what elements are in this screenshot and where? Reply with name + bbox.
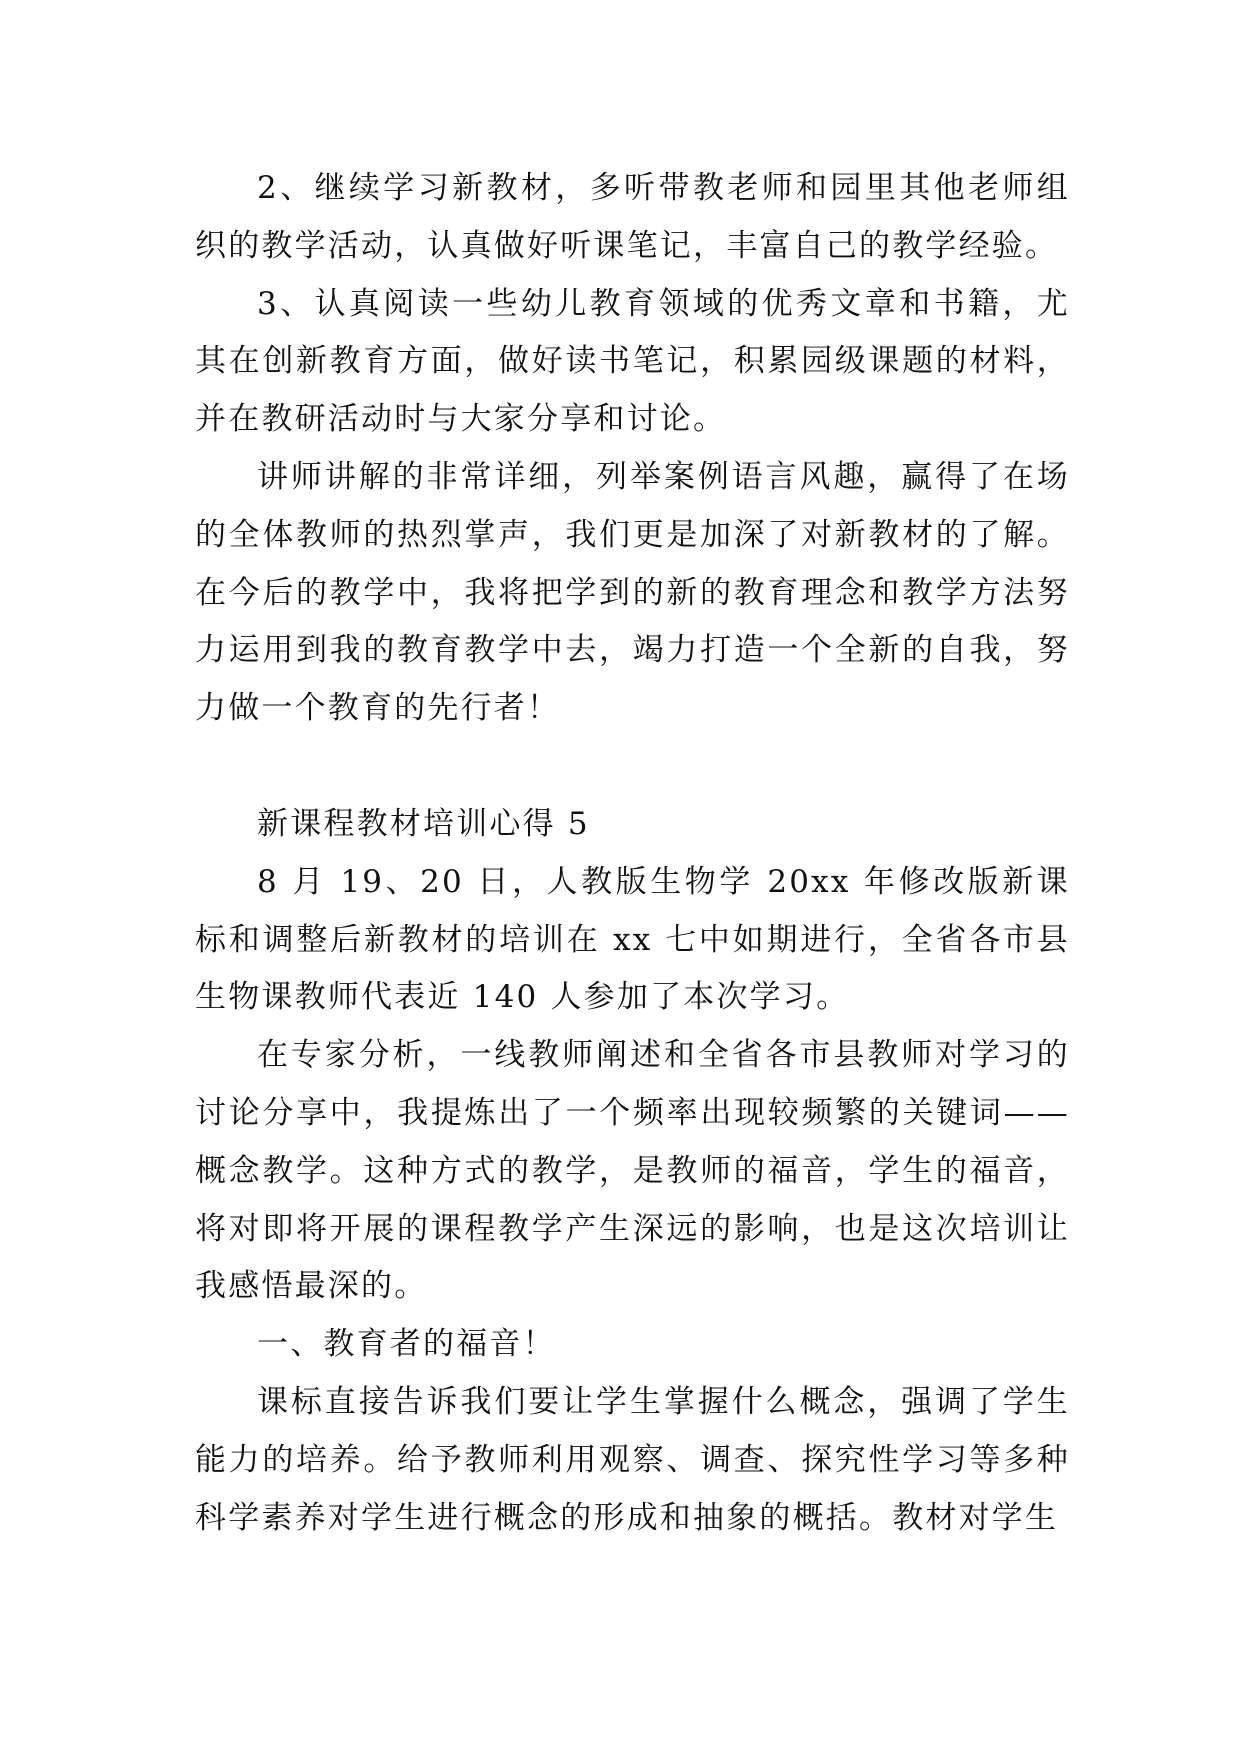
paragraph-item-3: 3、认真阅读一些幼儿教育领域的优秀文章和书籍，尤其在创新教育方面，做好读书笔记，积累园级课题的材料，并在教研活动时与大家分享和讨论。 (195, 285, 1070, 438)
paragraph-concept-teaching: 在专家分析，一线教师阐述和全省各市县教师对学习的讨论分享中，我提炼出了一个频率出现较频繁的关键词——概念教学。这种方式的教学，是教师的福音，学生的福音，将对即将开展的课程教学产生深远的影响，也是这次培训让我感悟最深的。 (195, 1037, 1070, 1305)
subheading-educator-gospel: 一、教育者的福音！ (257, 1326, 556, 1363)
section-title: 新课程教材培训心得 5 (257, 805, 590, 842)
paragraph-lecture-summary: 讲师讲解的非常详细，列举案例语言风趣，赢得了在场的全体教师的热烈掌声，我们更是加深了对新教材的了解。在今后的教学中，我将把学到的新的教育理念和教学方法努力运用到我的教育教学中去，竭力打造一个全新的自我，努力做一个教育的先行者！ (195, 458, 1070, 727)
paragraph-curriculum-standard: 课标直接告诉我们要让学生掌握什么概念，强调了学生能力的培养。给予教师利用观察、调查、探究性学习等多种科学素养对学生进行概念的形成和抽象的概括。教材对学生 (195, 1383, 1070, 1536)
document-page (195, 160, 1070, 1547)
paragraph-training-intro: 8 月 19、20 日，人教版生物学 20xx 年修改版新课标和调整后新教材的培训在 xx 七中如期进行，全省各市县生物课教师代表近 140 人参加了本次学习。 (195, 863, 1070, 1016)
section-spacer (195, 738, 1070, 796)
paragraph-item-2: 2、继续学习新教材，多听带教老师和园里其他老师组织的教学活动，认真做好听课笔记，丰富自己的教学经验。 (195, 170, 1070, 264)
